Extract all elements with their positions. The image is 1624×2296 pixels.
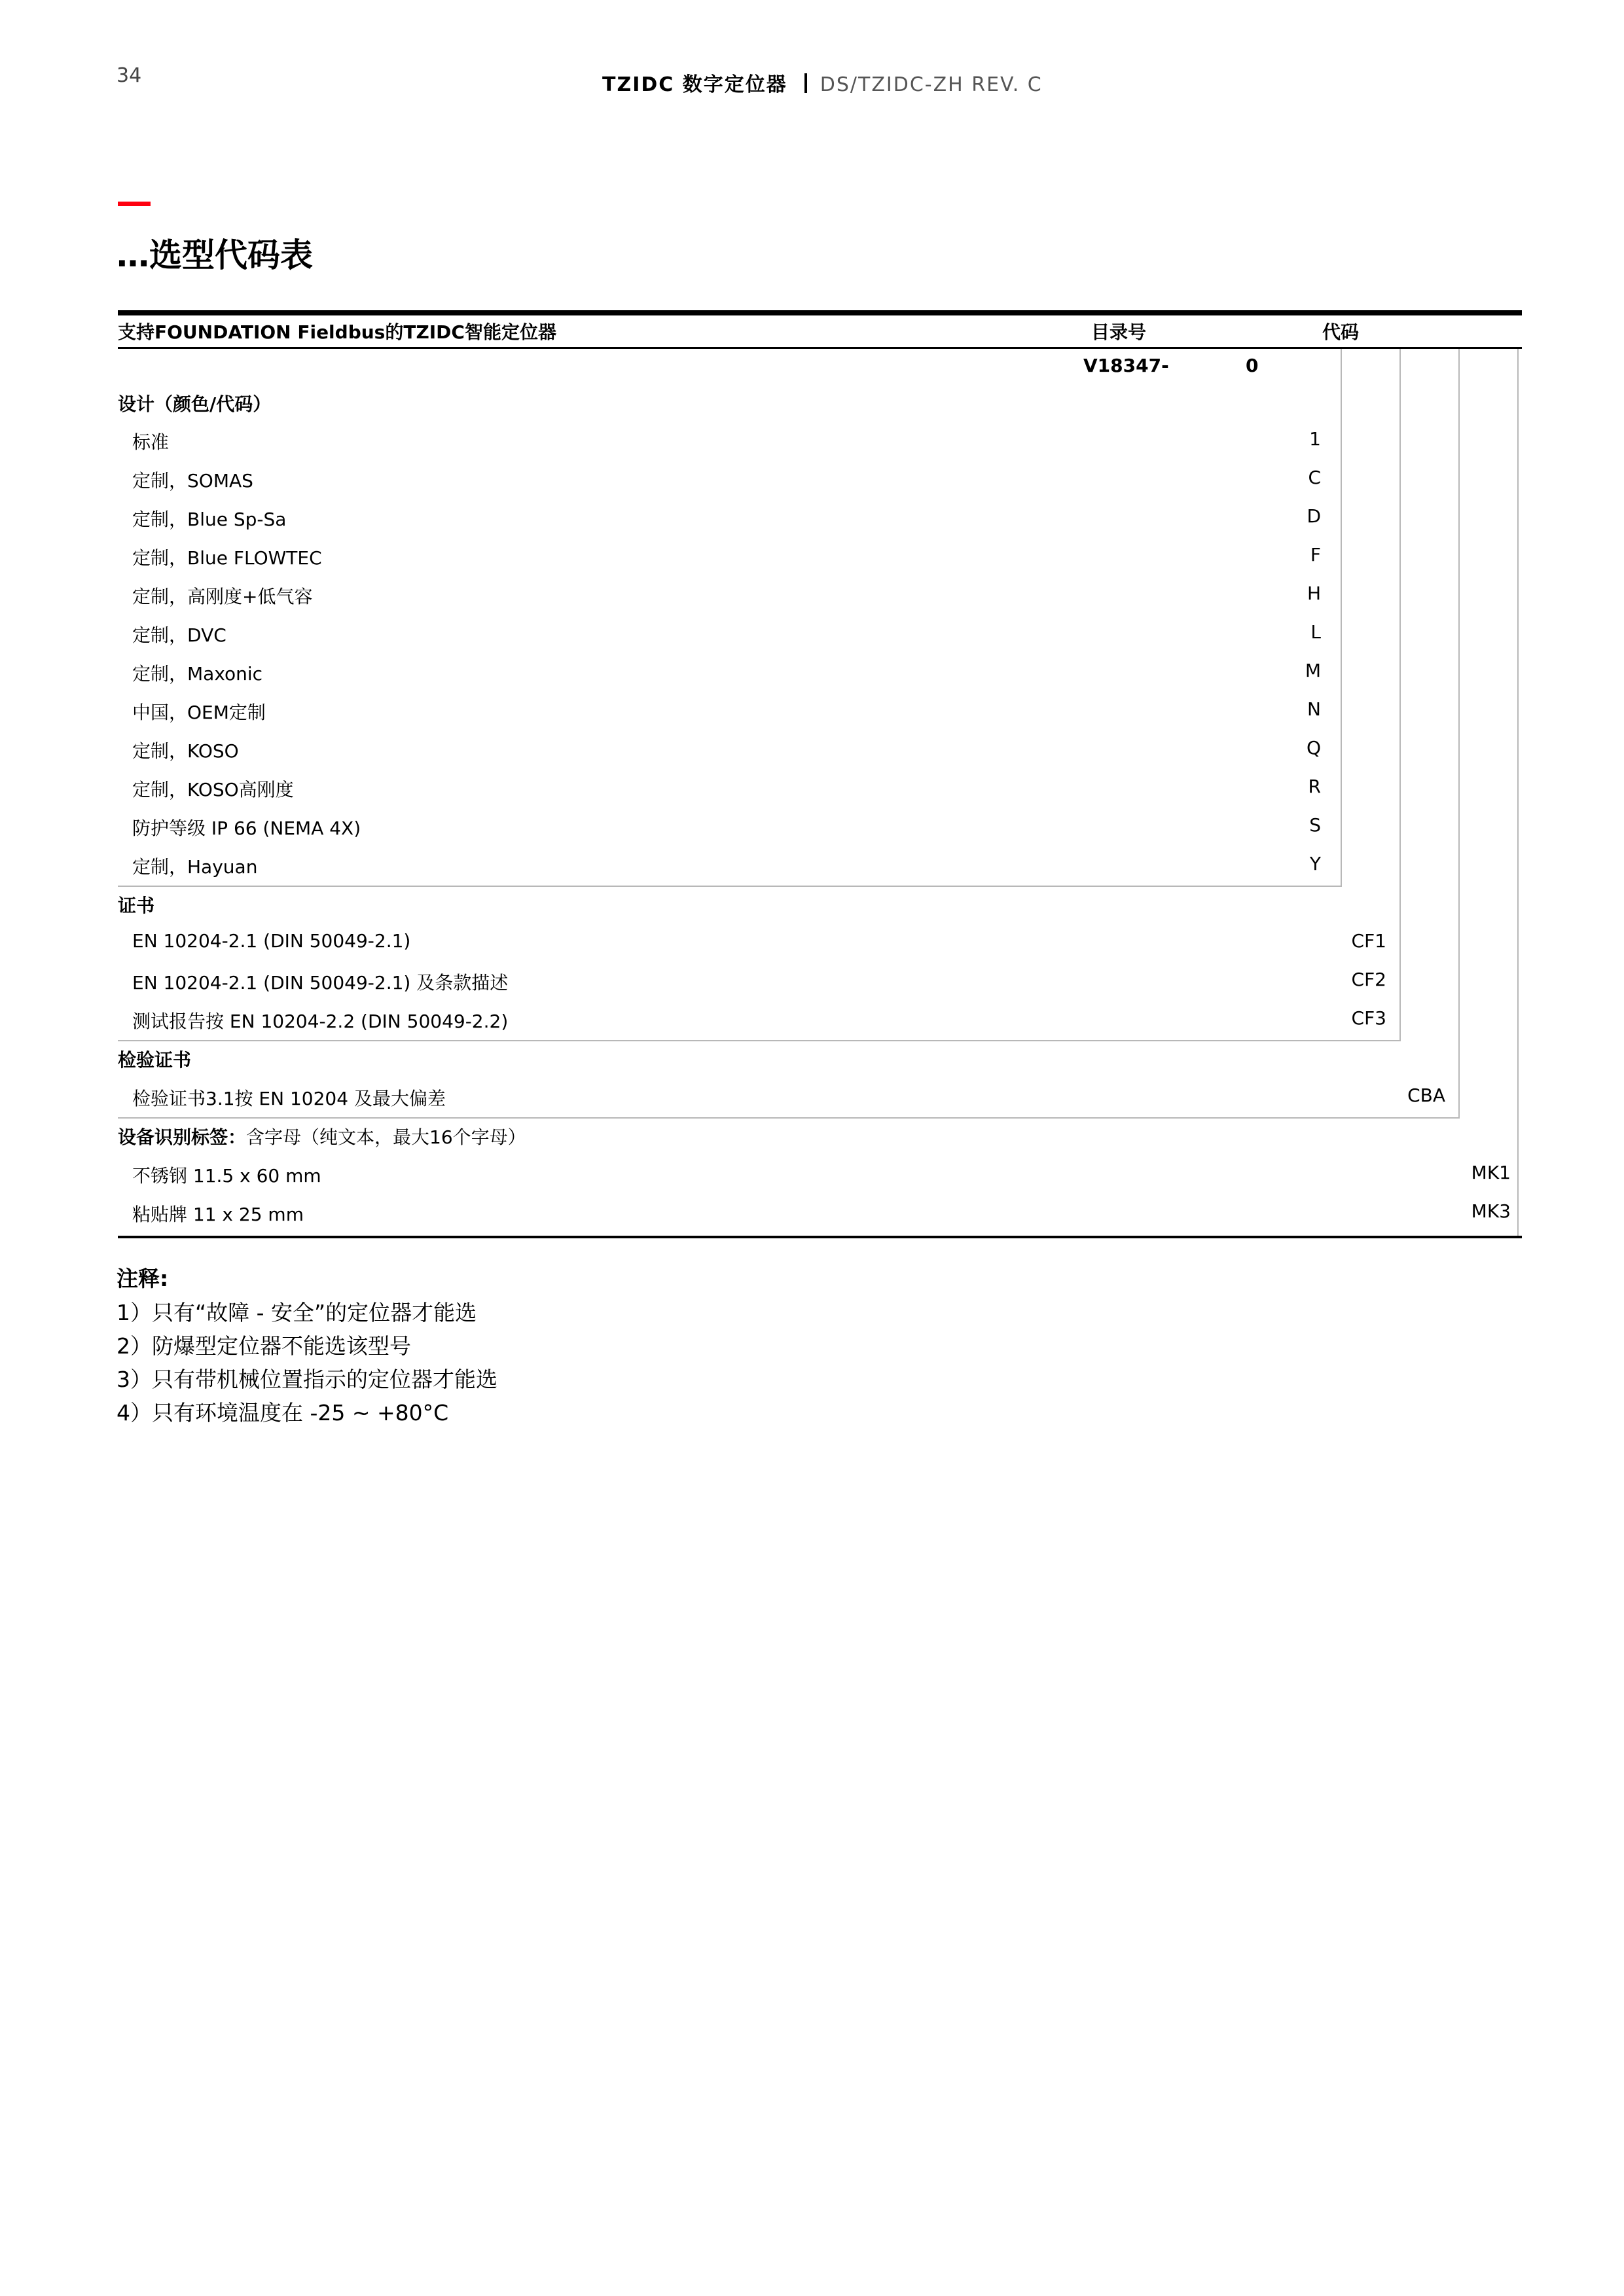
table-row-code: MK1 <box>1471 1162 1511 1183</box>
table-header-label: 支持FOUNDATION Fieldbus的TZIDC智能定位器 <box>118 321 556 343</box>
code-column-border <box>1517 349 1519 1236</box>
section-title: …选型代码表 <box>117 236 313 274</box>
table-row-label: 定制，KOSO <box>132 740 239 762</box>
document-title: TZIDC 数字定位器 <box>602 73 787 96</box>
table-row-code: N <box>1307 698 1321 720</box>
table-row-label: 定制，Hayuan <box>132 856 258 878</box>
table-row-code: D <box>1307 505 1321 527</box>
table-row-label: 定制，SOMAS <box>132 470 253 492</box>
note-item: 1）只有“故障 - 安全”的定位器才能选 <box>117 1300 477 1325</box>
group-title-inspection: 检验证书 <box>118 1049 192 1071</box>
table-row-label: 定制，Maxonic <box>132 663 263 685</box>
notes-title: 注释: <box>117 1266 169 1291</box>
group-title-certificates: 证书 <box>118 895 155 916</box>
table-row-label: 定制，Blue FLOWTEC <box>132 547 322 569</box>
group-title-text: 设备识别标签： <box>118 1126 247 1148</box>
code-column-border <box>1399 349 1401 1041</box>
table-row-label: 检验证书3.1按 EN 10204 及最大偏差 <box>132 1088 446 1109</box>
table-row-code: F <box>1310 544 1321 565</box>
group-subtitle: 含字母（纯文本，最大16个字母） <box>246 1126 526 1148</box>
group-title-design: 设计（颜色/代码） <box>118 393 272 415</box>
table-bottom-rule <box>118 1236 1522 1238</box>
table-row-code: CF1 <box>1351 930 1386 952</box>
table-row-label: 定制，高刚度+低气容 <box>132 586 313 607</box>
code-column-border <box>1341 349 1342 886</box>
document-id: DS/TZIDC-ZH REV. C <box>820 73 1043 96</box>
table-row-label: 粘贴牌 11 x 25 mm <box>132 1204 304 1225</box>
table-row-label: 不锈钢 11.5 x 60 mm <box>132 1165 321 1187</box>
table-row-code: H <box>1307 583 1321 604</box>
table-row-label: 定制，KOSO高刚度 <box>132 779 294 800</box>
column-header-catalog: 目录号 <box>1091 321 1147 343</box>
group-divider <box>118 1040 1401 1041</box>
group-title-tag-plate <box>118 1123 526 1149</box>
table-top-rule <box>118 310 1522 315</box>
table-row-code: S <box>1309 814 1321 836</box>
table-row-code: CF3 <box>1351 1007 1386 1029</box>
notes-section <box>117 1262 497 1429</box>
table-row-code: M <box>1305 660 1321 681</box>
table-row-label: 标准 <box>132 431 170 453</box>
code-column-border <box>1458 349 1460 1118</box>
table-row-code: 1 <box>1309 428 1321 450</box>
table-row-code: CBA <box>1407 1085 1445 1106</box>
column-header-code: 代码 <box>1322 321 1360 343</box>
table-row-label: EN 10204-2.1 (DIN 50049-2.1) 及条款描述 <box>132 972 509 994</box>
running-header <box>602 68 1043 97</box>
note-item: 2）防爆型定位器不能选该型号 <box>117 1333 411 1359</box>
section-accent-bar <box>118 202 151 206</box>
page-number: 34 <box>117 64 142 87</box>
table-row-label: 中国，OEM定制 <box>132 702 266 723</box>
table-row-label: 定制，Blue Sp-Sa <box>132 509 287 530</box>
note-item: 3）只有带机械位置指示的定位器才能选 <box>117 1367 497 1392</box>
note-item: 4）只有环境温度在 -25 ~ +80°C <box>117 1400 449 1426</box>
catalog-number: V18347- <box>1083 355 1169 376</box>
table-row-label: 测试报告按 EN 10204-2.2 (DIN 50049-2.2) <box>132 1011 509 1032</box>
group-divider <box>118 1117 1460 1119</box>
table-row-code: Y <box>1309 853 1321 874</box>
catalog-digit: 0 <box>1246 355 1259 376</box>
table-row-code: L <box>1310 621 1321 643</box>
table-row-label: 防护等级 IP 66 (NEMA 4X) <box>132 817 361 839</box>
table-row-label: 定制，DVC <box>132 624 226 646</box>
group-divider <box>118 886 1342 887</box>
table-row-label: EN 10204-2.1 (DIN 50049-2.1) <box>132 930 411 952</box>
table-row-code: CF2 <box>1351 969 1386 990</box>
table-row-code: R <box>1308 776 1321 797</box>
table-row-code: C <box>1308 467 1321 488</box>
table-header-rule <box>118 347 1522 349</box>
table-row-code: Q <box>1306 737 1321 759</box>
table-row-code: MK3 <box>1471 1200 1511 1222</box>
header-separator <box>804 73 807 93</box>
ordering-code-table <box>118 310 1522 1240</box>
